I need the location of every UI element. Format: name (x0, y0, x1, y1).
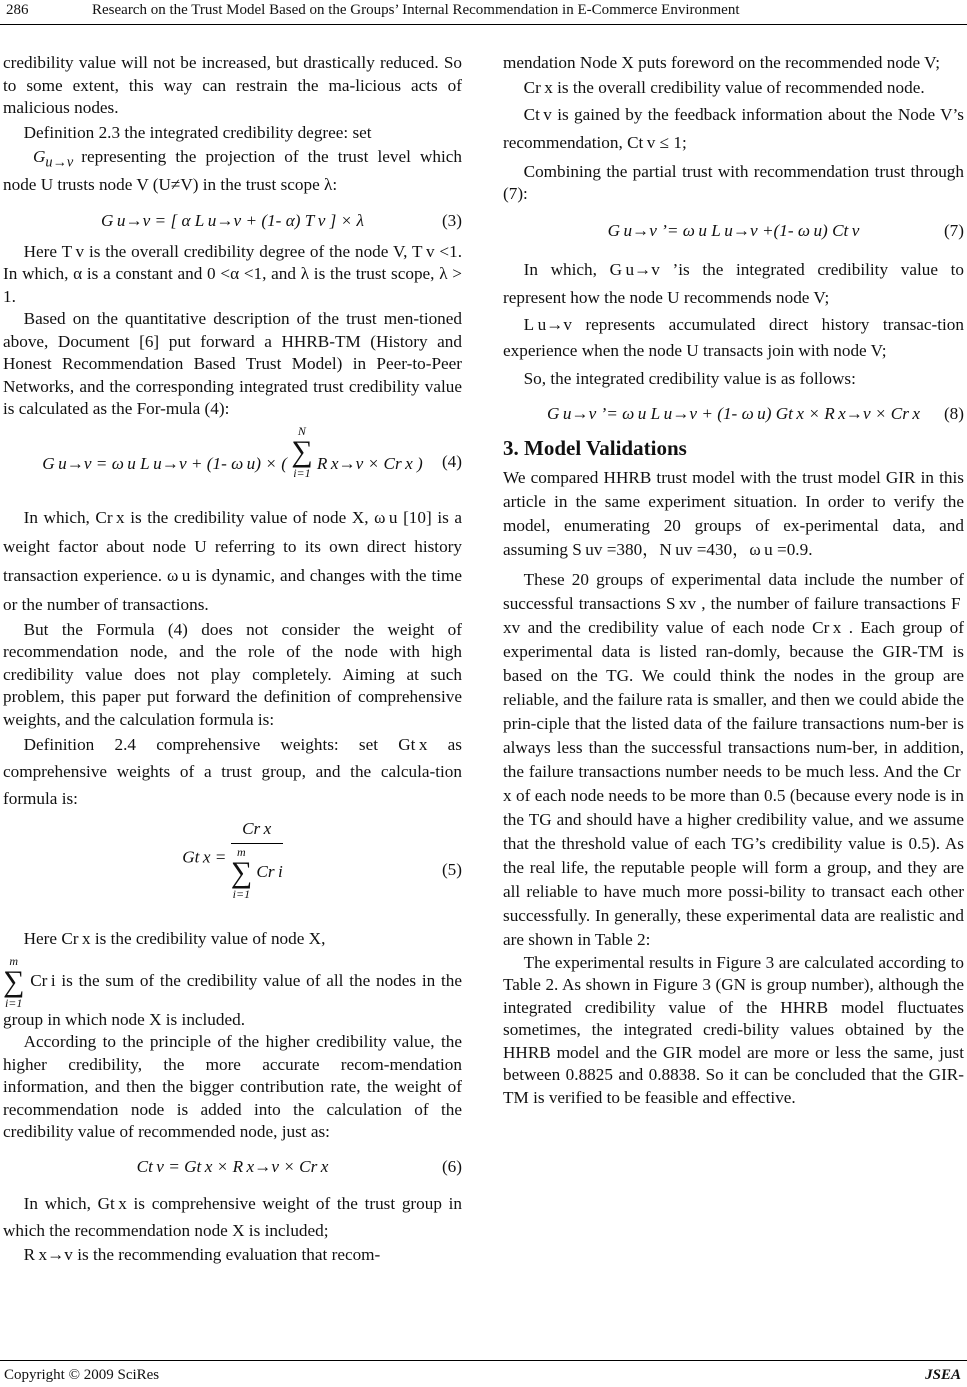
equation-text: G u→v = ω u L u→v + (1- ω u) × ( (42, 454, 287, 474)
sum-symbol: m ∑ i=1 (230, 844, 253, 901)
paragraph: R x→v is the recommending evaluation that recom- (23, 1245, 381, 1264)
paragraph-text: Cr i is the sum of the credibility value of all the nodes in the group in which node X is included. (3, 970, 463, 1029)
paragraph: In which, G u→v ’is the integrated credibility value to represent how the node U recommends node V; (503, 260, 964, 307)
fraction-denominator: Cr i (256, 861, 283, 881)
equation-number: (5) (441, 859, 462, 879)
equation-text: Ct v = Gt x × R x→v × Cr x (136, 1156, 329, 1176)
paragraph: Ct v is gained by the feedback information about the Node V’s recommendation, Ct v ≤ 1; (503, 104, 964, 152)
page-number: 286 (6, 2, 29, 18)
equation-5 (3, 818, 462, 922)
definition-2-3: Definition 2.3 the integrated credibility degree: set (23, 122, 372, 142)
paragraph: The experimental results in Figure 3 are calculated according to Table 2. As shown in Figure 3 (GN is group number), although the integrated credibility value of the HHRB model fluctuates sometimes, the integrated credi-bility values obtained by the HHRB model and the GIR model are more or less the same, just between 0.8825 and 0.8838. So it can be concluded that the GIR-TM is verified to be feasible and effective. (503, 952, 964, 1107)
equation-text: Gt x = (182, 847, 227, 867)
paragraph: Based on the quantitative description of the trust men-tioned above, Document [6] put forward a HHRB-TM (History and Honest Recommendation Based Trust Model) in Peer-to-Peer Networks, and the corresponding integrated trust credibility value is calculated as the For-mula (4): (3, 309, 462, 418)
paragraph: Here T v is the overall credibility degree of the node V, T v <1. In which, α is a constant and 0 <α <1, and λ is the trust scope, λ > 1. (3, 241, 462, 306)
equation-number: (4) (441, 451, 462, 471)
running-title: Research on the Trust Model Based on the Groups’ Internal Recommendation in E-Commerce Environment (92, 2, 740, 18)
equation-text: G u→v ’= ω u L u→v +(1- ω u) Ct v (607, 220, 860, 240)
fraction-numerator: Cr x (242, 819, 272, 838)
journal-name: JSEA (925, 1367, 961, 1383)
equation-7 (503, 220, 964, 243)
equation-4 (3, 425, 462, 499)
equation-8 (503, 403, 964, 426)
paragraph: Cr x is the overall credibility value of recommended node. (523, 77, 925, 97)
section-heading: 3. Model Validations (503, 436, 687, 460)
paragraph: But the Formula (4) does not consider the weight of recommendation node, and the role of the node with high credibility value does not play completely. Aiming at such problem, this paper put forward the definition of comprehensive weights, and the calculation formula is: (3, 619, 462, 729)
paragraph: mendation Node X puts foreword on the recommended node V; (503, 53, 941, 72)
paragraph: In which, Cr x is the credibility value of node X, ω u [10] is a weight factor about node U referring to its own direct history transaction experience. ω u is dynamic, and changes with the time or the number of transactions. (3, 507, 462, 614)
paragraph (3, 955, 462, 1032)
sum-lower: i=1 (293, 465, 311, 480)
paragraph: L u→v represents accumulated direct history transac-tion experience when the node U transacts join with node V; (503, 315, 964, 360)
copyright: Copyright © 2009 SciRes (4, 1367, 160, 1383)
equation-number: (6) (441, 1156, 462, 1176)
equation-3 (3, 210, 462, 233)
paragraph: So, the integrated credibility value is as follows: (523, 369, 856, 388)
paragraph: credibility value will not be increased, but drastically reduced. So to some extent, this way can restrain the ma-licious acts of malicious nodes. (3, 53, 462, 117)
sum-upper: N (297, 423, 306, 438)
paragraph-text: representing the projection of the trust level which node U trusts node V (U≠V) in the trust scope λ: (3, 147, 462, 194)
paragraph: We compared HHRB trust model with the trust model GIR in this article in the same experiment situation. In order to verify the model, enumerating 20 groups of ex-perimental data, and assuming S uv =380，N uv =430，ω u =0.9. (503, 467, 964, 559)
right-column (503, 52, 964, 1109)
sum-symbol: m ∑ i=1 (3, 953, 25, 1010)
equation-text: G u→v ’= ω u L u→v + (1- ω u) Gt x × R x→v × Cr x (546, 403, 921, 423)
header-rule (0, 24, 967, 25)
paragraph: Combining the partial trust with recommendation trust through (7): (503, 161, 964, 203)
definition-2-4: Definition 2.4 comprehensive weights: set Gt x as comprehensive weights of a trust group, and the calcula-tion formula is: (3, 735, 462, 808)
equation-6 (3, 1156, 462, 1179)
paragraph: Here Cr x is the credibility value of node X, (23, 929, 326, 948)
paragraph: $G_{u\to v}$ representing the projection of the trust level which node U trusts node V (U≠V) in the trust scope λ: (3, 147, 462, 194)
sum-symbol: N ∑ i=1 (291, 423, 313, 480)
equation-number: (8) (943, 403, 964, 423)
equation-text: G u→v = [ α L u→v + (1- α) T v ] × λ (101, 211, 364, 230)
equation-text: R x→v × Cr x ) (316, 454, 423, 474)
fraction (231, 818, 283, 900)
paragraph: These 20 groups of experimental data include the number of successful transactions S xv , the number of failure transactions F xv and the credibility value of each node Cr x . Each group of experimental data is listed ran-domly, because the GIR-TM is based on the TG. We could think the nodes in the group are reliable, and the failure rata is smaller, and then we could abide the prin-ciple that the listed data of the failure transactions num-ber is always less than the successful transactions num-ber, in addition, the failure transactions number needs to be much less. And the Cr x of each node needs to be more than 0.5 (because every node is in the TG and should have a higher credibility value, and we assume that the threshold value of each TG’s credibility value is 0.5). As the real life, the reputable people will form a group, and they are all reliable to have much more possi-bility to transact each other successfully. In generally, these experimental data are realistic and are shown in Table 2: (503, 569, 964, 949)
page-header (0, 0, 967, 26)
equation-number: (7) (943, 220, 964, 240)
equation-number: (3) (441, 211, 462, 230)
paragraph: In which, Gt x is comprehensive weight of the trust group in which the recommendation node X is included; (3, 1194, 462, 1240)
paragraph: According to the principle of the higher credibility value, the higher credibility, the more accurate recom-mendation information, and then the bigger contribution rate, the weight of recommendation node is added into the calculation of the credibility value of recommended node, just as: (3, 1032, 462, 1141)
page-footer (0, 1360, 967, 1387)
left-column (3, 52, 462, 1267)
